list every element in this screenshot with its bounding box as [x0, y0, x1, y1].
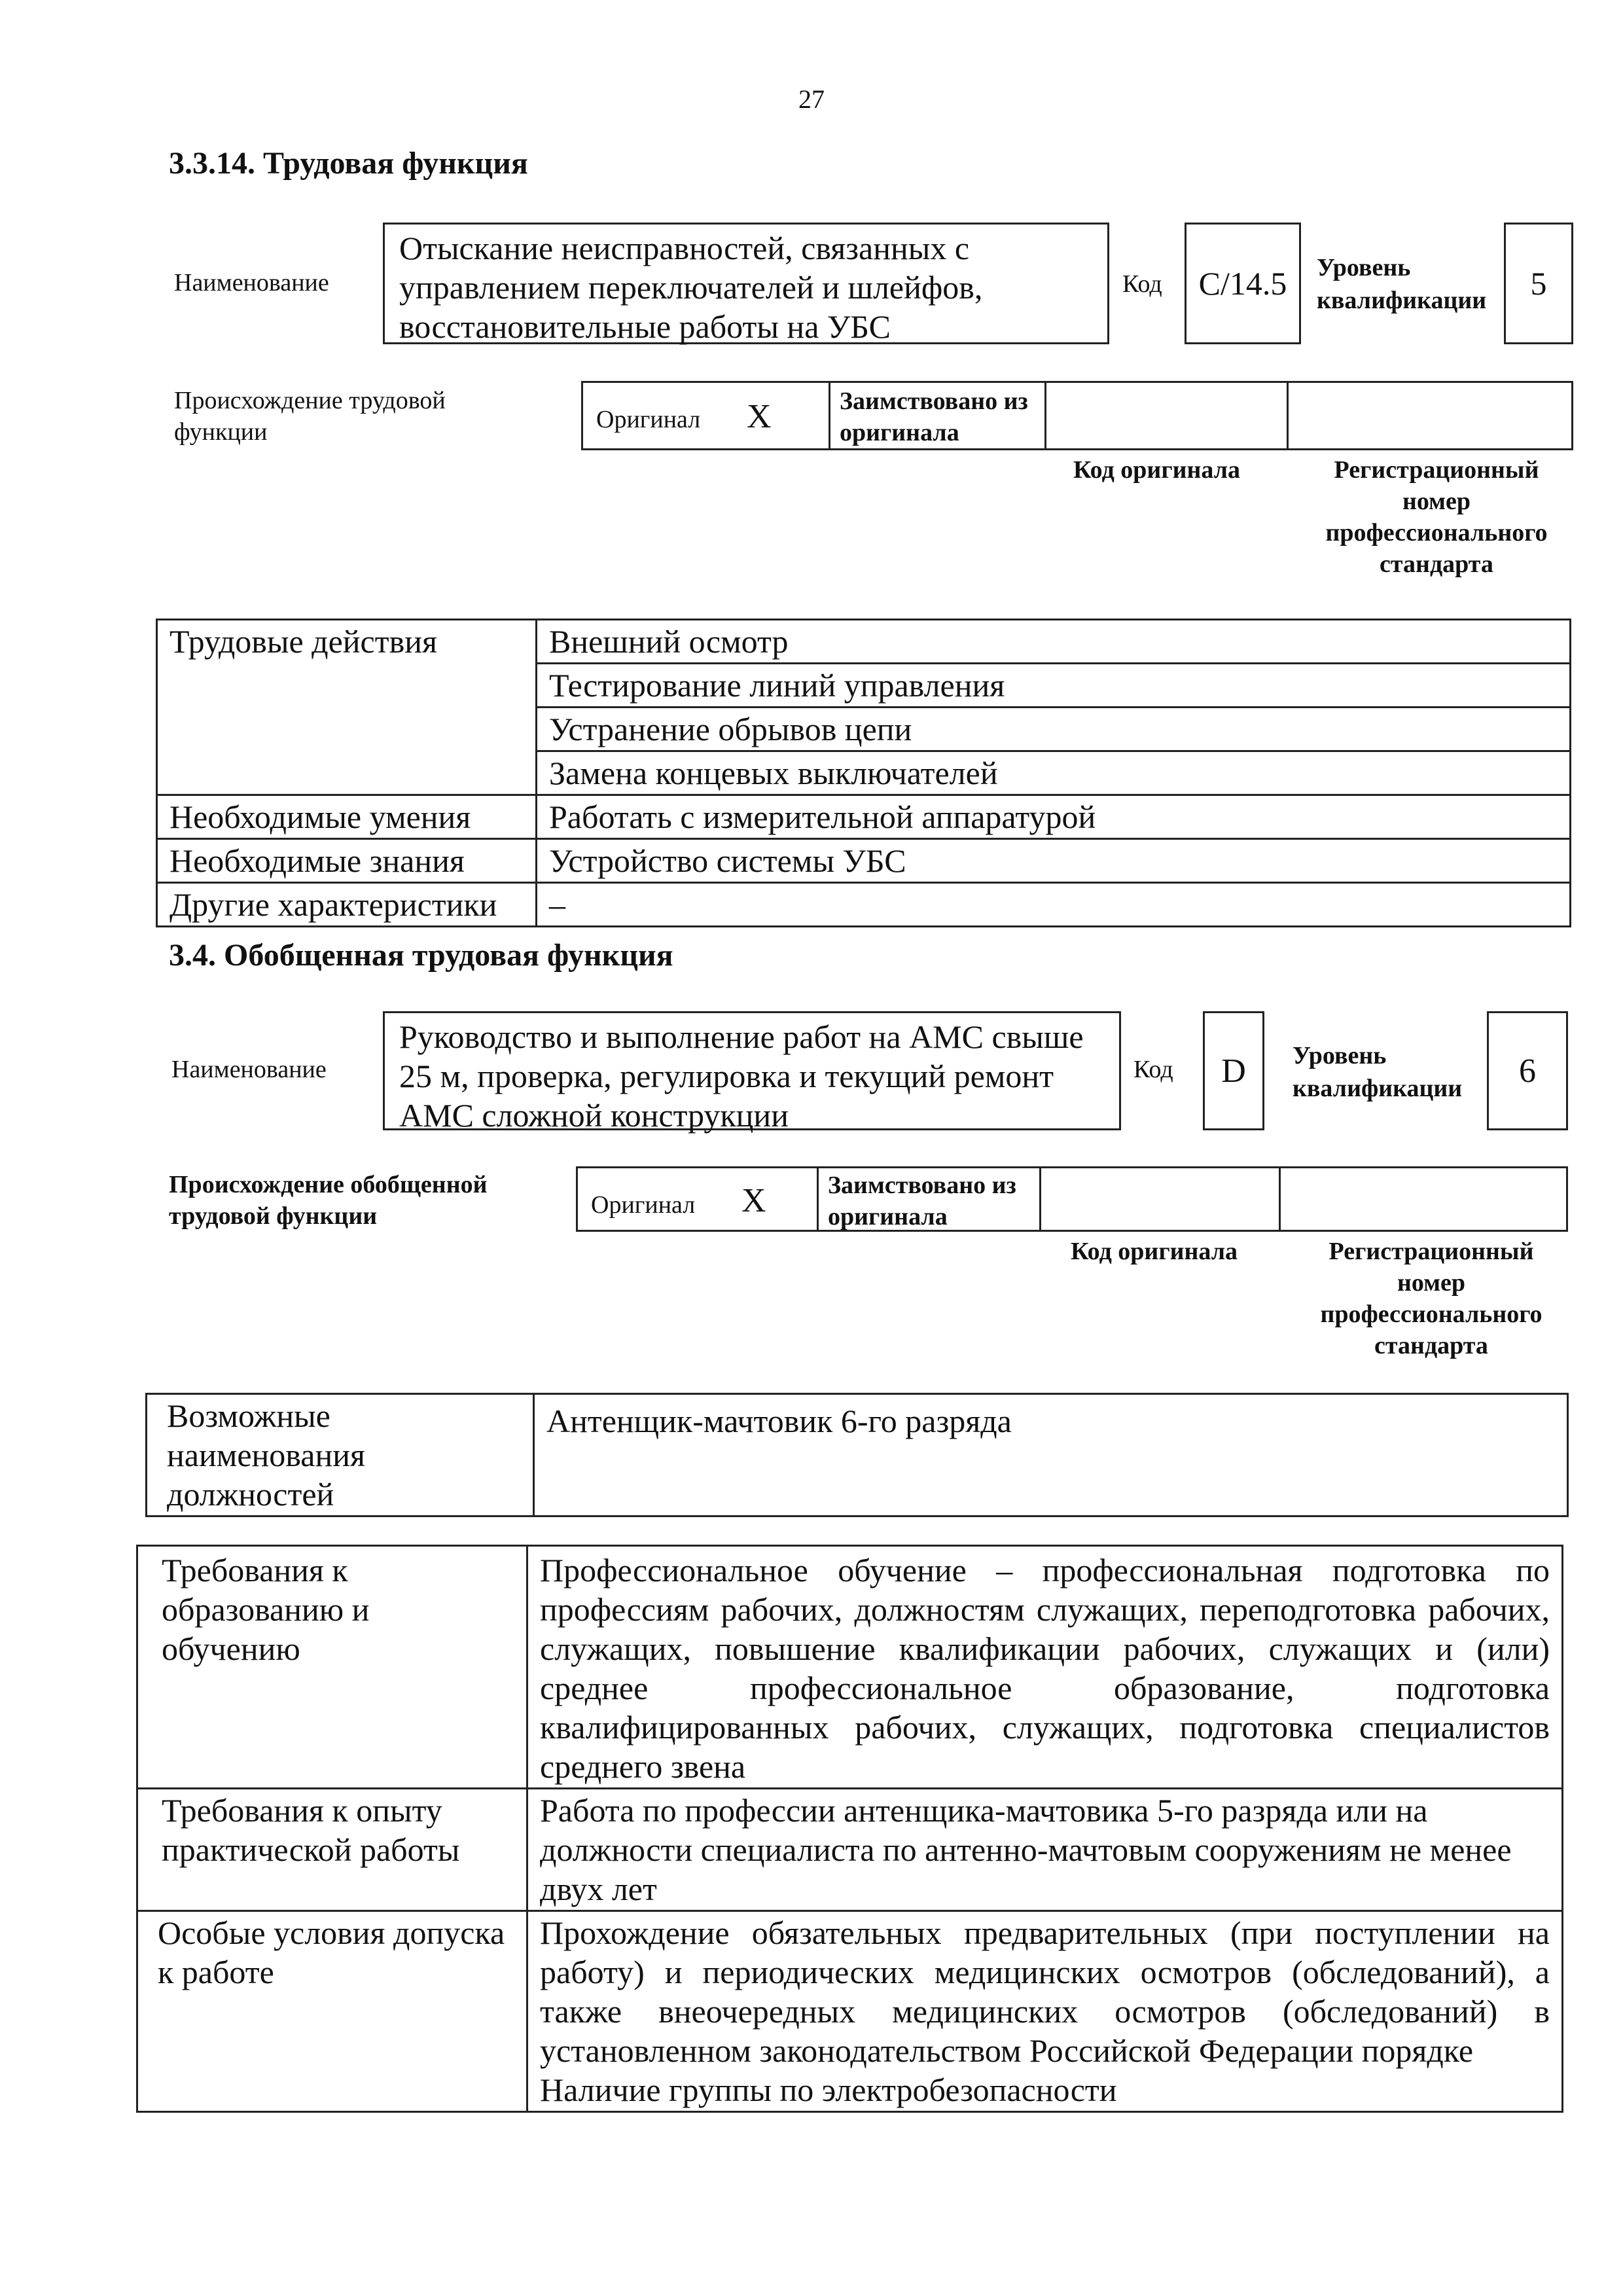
generalized-function-name-value: Руководство и выполнение работ на АМС свыше 25 м, проверка, регулировка и текущий ремонт АМС сложной конструкции	[399, 1018, 1084, 1134]
actions-label: Трудовые действия	[157, 620, 537, 795]
electrical-safety-requirement: Наличие группы по электробезопасности	[540, 2072, 1117, 2108]
original-code-caption: Код оригинала	[1073, 456, 1241, 484]
borrowed-cell	[830, 383, 1046, 448]
original-cell	[578, 1168, 819, 1230]
knowledge-value: Устройство системы УБС	[537, 839, 1571, 883]
original-code-cell	[1041, 1168, 1281, 1230]
skills-value: Работать с измерительной аппаратурой	[537, 795, 1571, 839]
function-details-table	[156, 619, 1571, 927]
qualification-level-label: Уровень квалификации	[1317, 254, 1487, 314]
borrowed-label: Заимствовано из оригинала	[828, 1172, 1016, 1230]
code-value: С/14.5	[1198, 265, 1287, 302]
original-cell	[583, 383, 830, 448]
name-label: Наименование	[174, 269, 329, 296]
origin-label: Происхождение трудовой функции	[174, 387, 446, 446]
origin-label: Происхождение обобщенной трудовой функции	[169, 1171, 488, 1230]
action-item: Внешний осмотр	[537, 620, 1571, 664]
borrowed-label: Заимствовано из оригинала	[840, 387, 1028, 446]
experience-value: Работа по профессии антенщика-мачтовика 5-го разряда или на должности специалиста по антенно-мачтовым сооружениям не менее двух лет	[527, 1789, 1563, 1911]
borrowed-cell	[819, 1168, 1041, 1230]
qualification-level-box	[1487, 1011, 1568, 1130]
original-mark: X	[747, 398, 772, 435]
qualification-level-value: 6	[1519, 1052, 1536, 1090]
knowledge-label: Необходимые знания	[157, 839, 537, 883]
origin-row	[581, 381, 1573, 450]
admission-conditions-cell	[527, 1911, 1563, 2112]
positions-label: Возможные наименования должностей	[147, 1394, 534, 1516]
code-label: Код	[1133, 1056, 1173, 1083]
function-name-value: Отыскание неисправностей, связанных с управлением переключателей и шлейфов, восстановительные работы на УБС	[399, 230, 983, 345]
page-number: 27	[798, 84, 825, 114]
requirements-table	[136, 1545, 1563, 2113]
section-heading-3-3-14: 3.3.14. Трудовая функция	[169, 146, 528, 181]
medical-exams-requirement: Прохождение обязательных предварительных (при поступлении на работу) и периодических медицинских осмотров (обследований), а также внеочередных медицинских осмотров (обследований) в установленном законодательством Российской Федерации порядке	[540, 1914, 1550, 2069]
other-label: Другие характеристики	[157, 883, 537, 927]
function-name-box	[383, 223, 1109, 344]
code-value: D	[1221, 1052, 1246, 1090]
education-value: Профессиональное обучение – профессиональная подготовка по профессиям рабочих, должностям служащих, переподготовка рабочих, служащих, повышение квалификации рабочих, служащих и (или) среднее профессиональное образование, подготовка квалифицированных рабочих, служащих, подготовка специалистов среднего звена	[527, 1546, 1563, 1789]
qualification-level-value: 5	[1530, 265, 1547, 302]
section-heading-3-4: 3.4. Обобщенная трудовая функция	[169, 938, 673, 973]
registration-number-caption: Регистрационный номер профессионального стандарта	[1320, 1238, 1543, 1359]
education-label: Требования к образованию и обучению	[137, 1546, 527, 1789]
original-code-caption: Код оригинала	[1071, 1238, 1238, 1265]
positions-value: Антенщик-мачтовик 6-го разряда	[534, 1394, 1568, 1516]
original-mark: X	[741, 1182, 766, 1219]
name-label: Наименование	[171, 1056, 327, 1083]
code-box	[1203, 1011, 1264, 1130]
action-item: Тестирование линий управления	[537, 664, 1571, 708]
original-label: Оригинал	[591, 1191, 696, 1219]
generalized-function-name-box	[383, 1011, 1121, 1134]
skills-label: Необходимые умения	[157, 795, 537, 839]
code-box	[1185, 223, 1301, 344]
admission-conditions-label: Особые условия допуска к работе	[137, 1911, 527, 2112]
action-item: Замена концевых выключателей	[537, 751, 1571, 795]
action-item: Устранение обрывов цепи	[537, 708, 1571, 751]
registration-number-cell	[1281, 1168, 1566, 1230]
other-value: –	[537, 883, 1571, 927]
positions-table	[145, 1393, 1569, 1517]
qualification-level-box	[1504, 223, 1573, 344]
code-label: Код	[1122, 270, 1162, 298]
qualification-level-label: Уровень квалификации	[1293, 1042, 1463, 1102]
original-code-cell	[1046, 383, 1289, 448]
registration-number-caption: Регистрационный номер профессионального стандарта	[1325, 456, 1548, 578]
registration-number-cell	[1289, 383, 1571, 448]
origin-row	[576, 1166, 1568, 1232]
original-label: Оригинал	[596, 406, 701, 433]
experience-label: Требования к опыту практической работы	[137, 1789, 527, 1911]
